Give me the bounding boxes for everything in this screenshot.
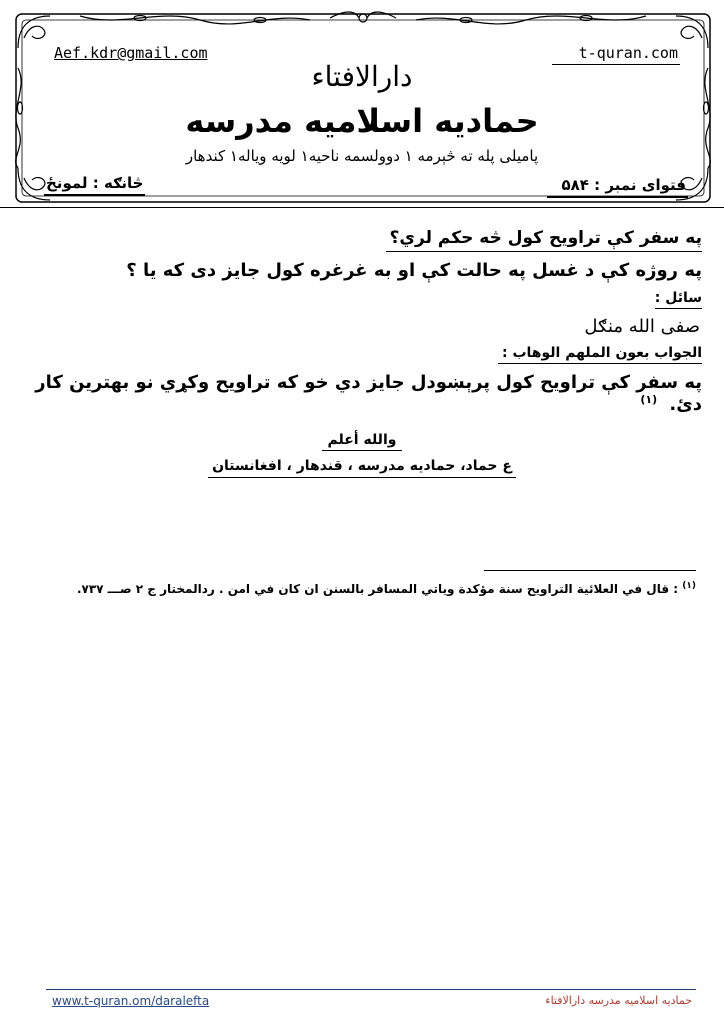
asker-name: صفی الله منګل xyxy=(584,316,700,337)
address-line: پامیلی پله ته څېرمه ۱ دوولسمه ناحیه۱ لویه ویاله۱ کندهار xyxy=(185,147,539,165)
signature-text: ع حماد، حمادیه مدرسه ، قندهار ، افغانستان xyxy=(208,458,516,478)
answer-text xyxy=(0,372,702,415)
question-detail: په روژه کې د غسل په حالت کې او به غرغره کول جایز دی که یا ؟ xyxy=(126,260,702,281)
answer-body: په سفر کې تراویح کول پرېښودل جایز دي خو که تراویح وکړي نو بهترین کار دئ. xyxy=(35,372,702,415)
closing-phrase xyxy=(0,432,724,448)
footer-divider xyxy=(46,989,696,990)
footnote-text: : قال في العلائیة التراویح سنة مؤکدة ویاتي المسافر بالسنن ان کان في امن . ردالمختار ج ۲ صـــ ۷۳۷. xyxy=(76,582,679,596)
dar-al-ifta-title: دارالافتاء xyxy=(311,60,413,93)
header-divider xyxy=(0,207,724,208)
contact-email[interactable]: Aef.kdr@gmail.com xyxy=(54,44,208,62)
question-title: په سفر کې تراویح کول څه حکم لري؟ xyxy=(386,228,702,252)
footer-org: حمادیه اسلامیه مدرسه دارالافتاء xyxy=(545,994,692,1007)
website-link[interactable]: t-quran.com xyxy=(578,44,678,62)
footnote-marker: (۱) xyxy=(682,581,696,591)
asker-label: سائل : xyxy=(655,290,702,309)
category-label: څانګه : لمونځ xyxy=(44,174,145,196)
footer-url[interactable]: www.t-quran.om/daralefta xyxy=(52,994,210,1008)
footnote-divider xyxy=(484,570,696,571)
closing-text: والله أعلم xyxy=(322,432,403,451)
signature xyxy=(0,458,724,478)
madrasa-title: حمادیه اسلامیه مدرسه xyxy=(185,102,539,140)
answer-heading: الجواب بعون الملهم الوهاب : xyxy=(498,345,702,364)
footnote-reference[interactable]: (۱) xyxy=(640,393,658,406)
fatwa-number: فتوای نمبر : ۵۸۴ xyxy=(547,176,688,198)
footnote xyxy=(77,581,696,596)
